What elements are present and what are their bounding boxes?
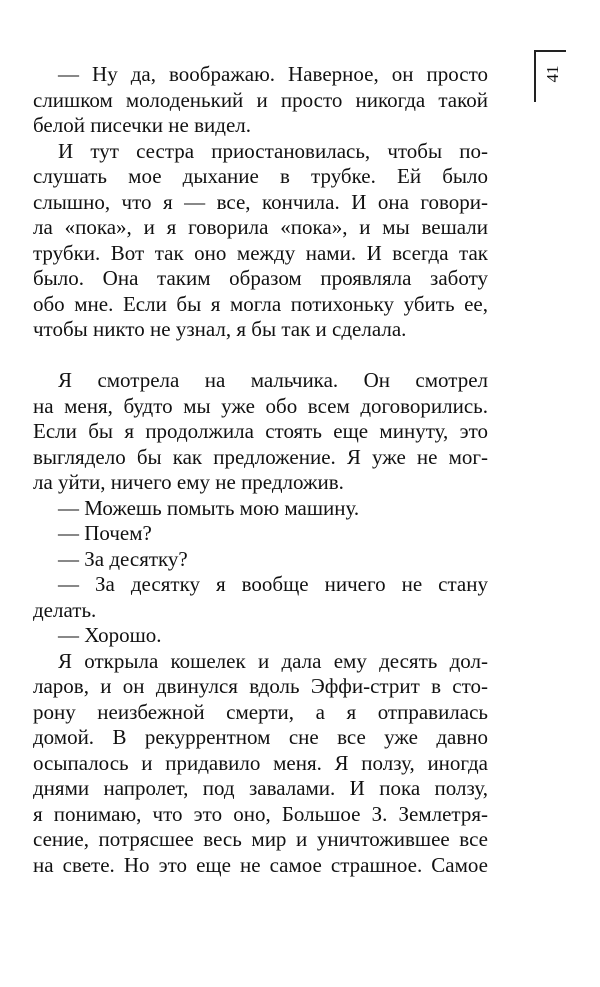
text-line: Я открыла кошелек и дала ему десять дол-: [58, 648, 488, 673]
text-line: — Ну да, воображаю. Наверное, он просто: [58, 62, 488, 86]
text-line: Я смотрела на мальчика. Он смотрел: [58, 368, 488, 392]
text-line: рону неизбежной смерти, а я отправилась: [33, 699, 488, 724]
text-line: Если бы я продолжила стоять еще минуту, это: [33, 419, 488, 443]
text-line: — За десятку я вообще ничего не стану: [58, 572, 488, 596]
text-line: слышно, что я — все, кончила. И она говори-: [33, 189, 488, 214]
text-line: слишком молоденький и просто никогда такой: [33, 87, 488, 112]
text-line: И тут сестра приостановилась, чтобы по-: [58, 138, 488, 163]
text-line: осыпалось и придавило меня. Я ползу, иногда: [33, 750, 488, 775]
book-text: [33, 62, 488, 878]
text-line: на меня, будто мы уже обо всем договорились.: [33, 393, 488, 418]
paragraph-gap: [33, 343, 488, 369]
text-line: делать.: [33, 597, 97, 622]
text-line: выглядело бы как предложение. Я уже не мог-: [33, 444, 488, 469]
text-line: — Почем?: [58, 521, 152, 545]
text-line: на свете. Но это еще не самое страшное. Самое: [33, 852, 488, 877]
text-line: чтобы никто не узнал, я бы так и сделала.: [33, 317, 407, 341]
text-line: сение, потрясшее весь мир и уничтожившее все: [33, 827, 488, 851]
text-line: — За десятку?: [58, 546, 188, 571]
text-line: я понимаю, что это оно, Большое З. Землетря-: [33, 801, 488, 826]
page-number: 41: [543, 65, 562, 83]
text-line: — Хорошо.: [58, 623, 162, 647]
text-line: слушать мое дыхание в трубке. Ей было: [33, 164, 488, 188]
text-line: было. Она таким образом проявляла заботу: [33, 266, 488, 290]
text-line: ла уйти, ничего ему не предложив.: [33, 470, 344, 494]
text-line: — Можешь помыть мою машину.: [58, 495, 360, 520]
text-line: обо мне. Если бы я могла потихоньку убить ее,: [33, 291, 488, 316]
text-line: ла «пока», и я говорила «пока», и мы вешали: [33, 215, 488, 239]
text-line: белой писечки не видел.: [33, 113, 251, 137]
text-line: ларов, и он двинулся вдоль Эффи-стрит в сто-: [33, 674, 488, 698]
text-line: днями напролет, под завалами. И пока ползу,: [33, 776, 488, 800]
text-line: трубки. Вот так оно между нами. И всегда так: [33, 240, 488, 265]
text-line: домой. В рекуррентном сне все уже давно: [33, 725, 488, 749]
